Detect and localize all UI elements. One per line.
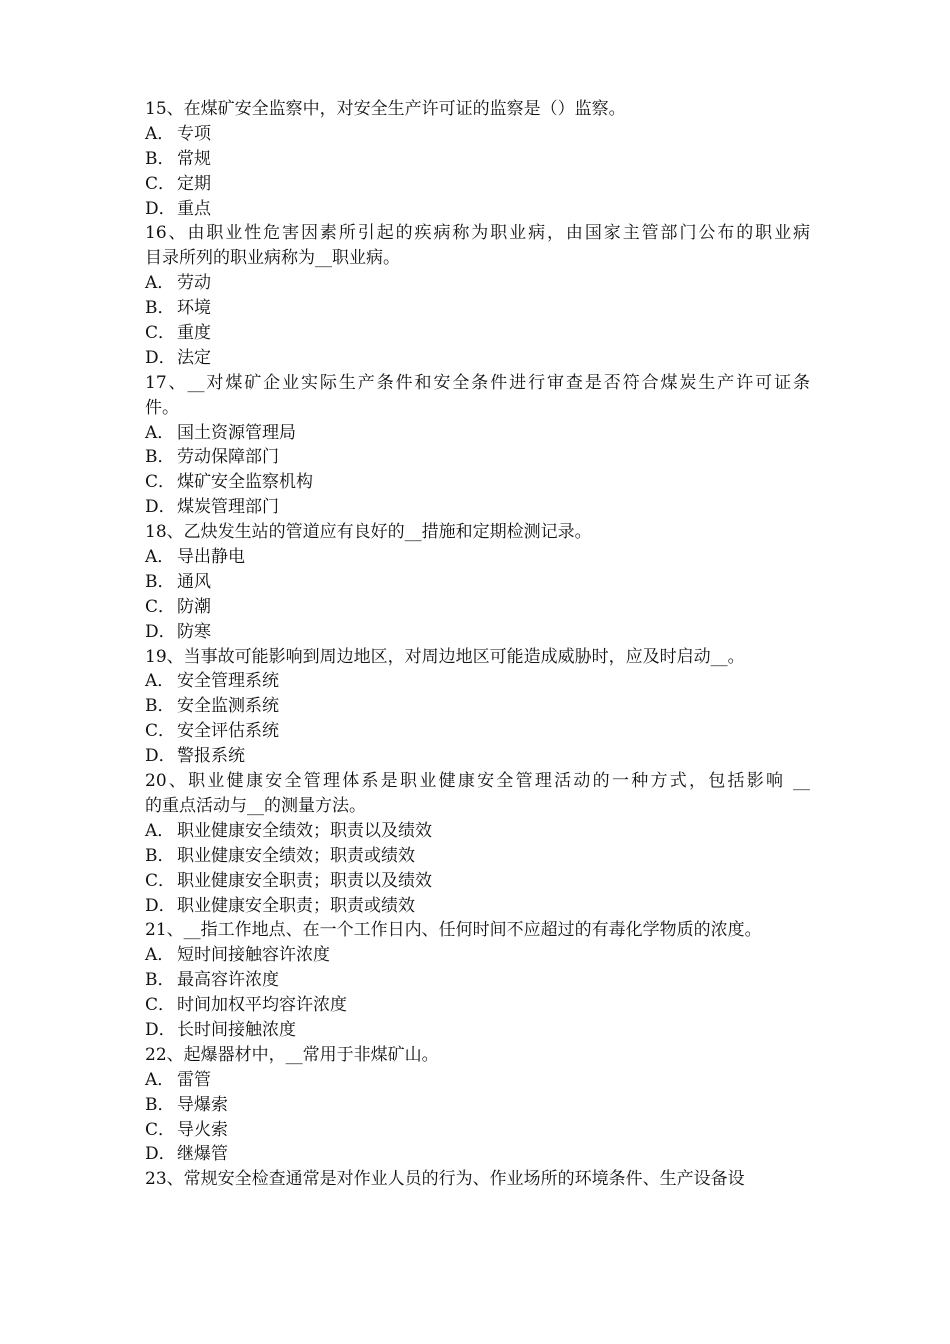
option-text: 专项 [177,123,211,144]
option-text: 通风 [177,571,211,592]
option-letter: B． [145,447,175,468]
option-a [145,819,810,844]
question-text: 19、当事故可能影响到周边地区，对周边地区可能造成威胁时，应及时启动__。 [145,646,745,667]
option-letter: A． [145,1069,175,1090]
option-letter: A． [145,820,175,841]
option-a [145,943,810,968]
option-a [145,669,810,694]
option-letter: B． [145,298,175,319]
question-text: 16、由职业性危害因素所引起的疾病称为职业病，由国家主管部门公布的职业病 [145,223,810,244]
option-c [145,172,810,197]
option-letter: D． [145,621,176,642]
option-b [145,296,810,321]
option-b [145,147,810,172]
option-d [145,1142,810,1167]
option-letter: B． [145,845,175,866]
option-text: 煤炭管理部门 [177,497,279,518]
option-letter: D． [145,895,176,916]
option-letter: C． [145,1119,176,1140]
option-a [145,122,810,147]
option-letter: D． [145,1019,176,1040]
question-text: 20、职业健康安全管理体系是职业健康安全管理活动的一种方式，包括影响 __ [145,771,810,792]
option-text: 职业健康安全职责；职责以及绩效 [177,870,432,891]
option-text: 国土资源管理局 [177,422,296,443]
option-text: 法定 [177,347,211,368]
option-text: 职业健康安全绩效；职责以及绩效 [177,820,432,841]
option-d [145,197,810,222]
option-text: 导爆索 [177,1094,228,1115]
question-17 [145,371,810,520]
option-d [145,346,810,371]
option-letter: B． [145,1094,175,1115]
question-text: 23、常规安全检查通常是对作业人员的行为、作业场所的环境条件、生产设备设 [145,1169,745,1190]
option-text: 常规 [177,148,211,169]
option-b [145,570,810,595]
option-letter: D． [145,1144,176,1165]
option-a [145,545,810,570]
option-b [145,1093,810,1118]
option-text: 职业健康安全绩效；职责或绩效 [177,845,415,866]
option-text: 安全监测系统 [177,696,279,717]
option-letter: D． [145,347,176,368]
option-b [145,968,810,993]
option-letter: C． [145,870,176,891]
option-letter: A． [145,123,175,144]
question-text: 22、起爆器材中，__常用于非煤矿山。 [145,1044,439,1065]
question-text: 17、__对煤矿企业实际生产条件和安全条件进行审查是否符合煤炭生产许可证条 [145,372,810,393]
option-letter: A． [145,422,175,443]
option-letter: B． [145,970,175,991]
option-letter: C． [145,173,176,194]
option-letter: A． [145,945,175,966]
question-15 [145,97,810,221]
option-d [145,1018,810,1043]
option-text: 导火索 [177,1119,228,1140]
option-letter: C． [145,472,176,493]
option-c [145,719,810,744]
option-text: 重度 [177,323,211,344]
question-text: 18、乙炔发生站的管道应有良好的__措施和定期检测记录。 [145,522,592,543]
question-list [145,97,810,1192]
option-a [145,271,810,296]
option-b [145,445,810,470]
option-c [145,993,810,1018]
option-text: 煤矿安全监察机构 [177,472,313,493]
option-c [145,595,810,620]
option-letter: D． [145,746,176,767]
question-text: 15、在煤矿安全监察中，对安全生产许可证的监察是（）监察。 [145,99,626,119]
question-text-continued: 目录所列的职业病称为__职业病。 [145,248,400,269]
option-letter: A． [145,273,175,294]
option-text: 职业健康安全职责；职责或绩效 [177,895,415,916]
option-d [145,495,810,520]
option-text: 警报系统 [177,746,245,767]
option-d [145,894,810,919]
question-16 [145,221,810,370]
option-text: 继爆管 [177,1144,228,1165]
option-letter: D． [145,497,176,518]
question-20 [145,769,810,918]
option-a [145,1068,810,1093]
option-letter: B． [145,148,175,169]
option-d [145,744,810,769]
question-text-continued: 的重点活动与__的测量方法。 [145,795,366,816]
option-letter: A． [145,547,175,568]
option-letter: C． [145,596,176,617]
option-letter: B． [145,696,175,717]
option-text: 最高容许浓度 [177,970,279,991]
option-text: 短时间接触容许浓度 [177,945,330,966]
option-text: 定期 [177,173,211,194]
option-letter: A． [145,671,175,692]
option-c [145,321,810,346]
question-21 [145,918,810,1042]
option-text: 导出静电 [177,547,245,568]
option-text: 劳动 [177,273,211,294]
option-text: 安全管理系统 [177,671,279,692]
option-text: 雷管 [177,1069,211,1090]
option-letter: B． [145,571,175,592]
question-18 [145,520,810,644]
option-letter: C． [145,721,176,742]
option-text: 防寒 [177,621,211,642]
option-text: 环境 [177,298,211,319]
option-letter: C． [145,995,176,1016]
option-c [145,869,810,894]
option-text: 防潮 [177,596,211,617]
option-a [145,421,810,446]
option-c [145,470,810,495]
option-text: 劳动保障部门 [177,447,279,468]
option-b [145,844,810,869]
option-letter: D． [145,198,176,219]
question-19 [145,645,810,769]
option-text: 重点 [177,198,211,219]
option-text: 时间加权平均容许浓度 [177,995,347,1016]
option-text: 长时间接触浓度 [177,1019,296,1040]
option-letter: C． [145,323,176,344]
question-22 [145,1043,810,1167]
question-23 [145,1167,810,1192]
question-text: 21、__指工作地点、在一个工作日内、任何时间不应超过的有毒化学物质的浓度。 [145,920,762,941]
option-c [145,1118,810,1143]
option-text: 安全评估系统 [177,721,279,742]
question-text-continued: 件。 [145,397,179,418]
option-b [145,694,810,719]
option-d [145,620,810,645]
